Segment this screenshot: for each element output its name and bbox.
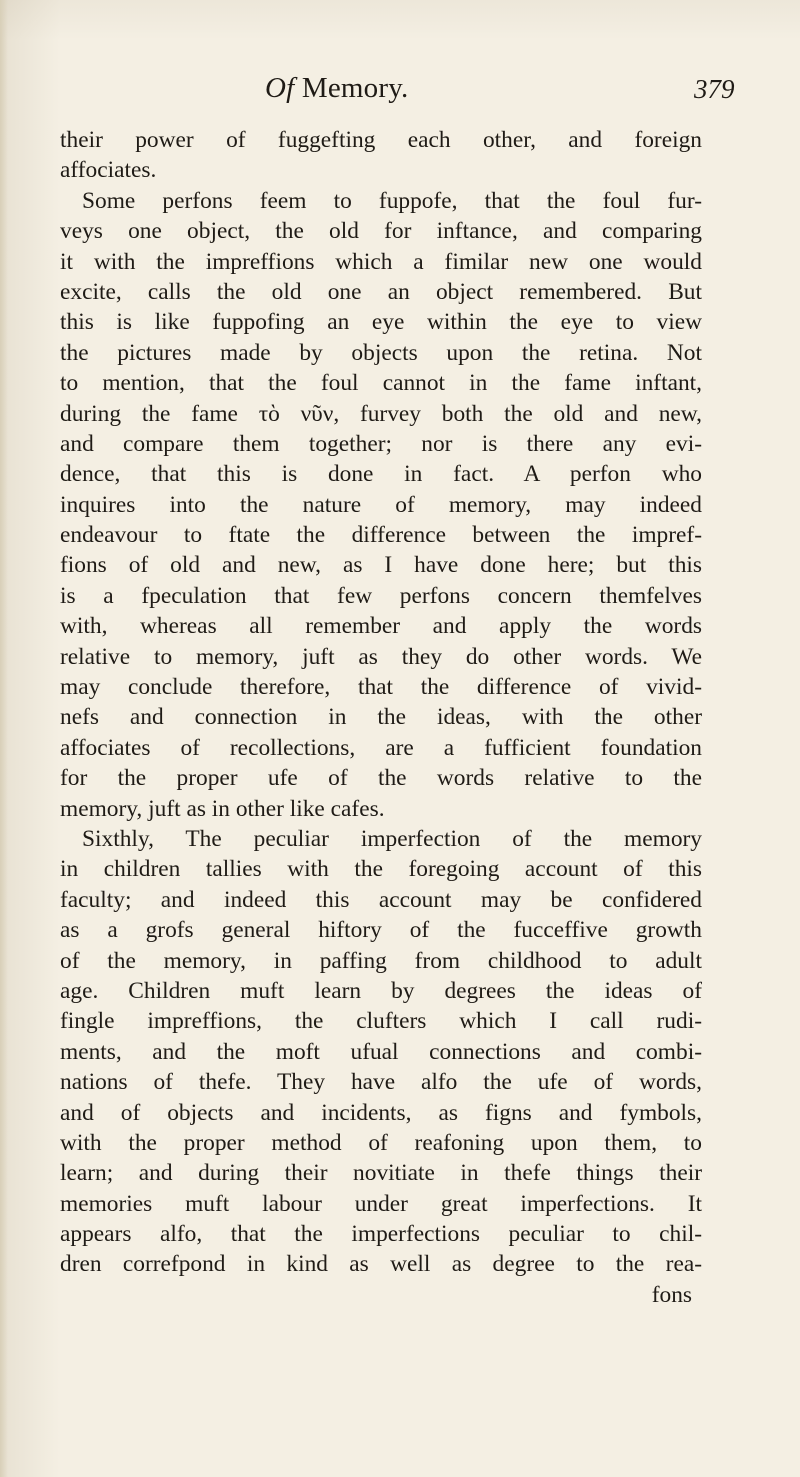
text-line: memories muft labour under great imperfections. It xyxy=(60,1190,702,1217)
text-line: endeavour to ftate the difference between the impref- xyxy=(60,522,702,549)
text-line: veys one object, the old for inftance, and comparing xyxy=(60,218,702,245)
running-title-italic: Of xyxy=(265,72,295,104)
text-line: memory, juft as in other like cafes. xyxy=(60,795,385,822)
text-line: and of objects and incidents, as figns and fymbols, xyxy=(60,1099,702,1126)
running-head xyxy=(0,72,800,112)
text-line: relative to memory, juft as they do other words. We xyxy=(60,643,702,670)
text-line: this is like fuppofing an eye within the eye to view xyxy=(60,309,702,336)
text-line: in children tallies with the foregoing account of this xyxy=(60,856,702,883)
text-line: dence, that this is done in fact. A perfon who xyxy=(60,461,702,488)
text-line: of the memory, in paffing from childhood to adult xyxy=(60,947,702,974)
catchword: fons xyxy=(651,1281,692,1308)
text-line: affociates. xyxy=(60,157,157,184)
text-line: the pictures made by objects upon the retina. Not xyxy=(60,339,702,366)
body-text xyxy=(60,125,702,1310)
running-title xyxy=(265,72,409,105)
text-line: ments, and the moft ufual connections and combi- xyxy=(60,1038,702,1065)
text-line: during the fame τὸ νῦν, furvey both the old and new, xyxy=(60,400,702,427)
text-line: their power of fuggefting each other, and foreign xyxy=(60,127,702,153)
text-line: may conclude therefore, that the difference of vivid- xyxy=(60,674,702,701)
text-line: it with the impreffions which a fimilar new one would xyxy=(60,248,702,275)
text-line: as a grofs general hiftory of the fucceffive growth xyxy=(60,917,702,944)
text-line: to mention, that the foul cannot in the fame inftant, xyxy=(60,370,702,397)
page-gutter-shadow xyxy=(0,0,8,1477)
text-line: dren correfpond in kind as well as degree to the rea- xyxy=(60,1251,702,1278)
text-line: is a fpeculation that few perfons concern themfelves xyxy=(60,582,702,609)
running-title-text: Memory. xyxy=(294,72,409,104)
text-line: Some perfons feem to fuppofe, that the foul fur- xyxy=(82,187,702,214)
text-line: age. Children muft learn by degrees the ideas of xyxy=(60,977,702,1004)
text-line: with, whereas all remember and apply the words xyxy=(60,613,702,640)
text-line: nefs and connection in the ideas, with the other xyxy=(60,704,702,731)
page-number: 379 xyxy=(694,74,735,104)
text-line: fingle impreffions, the clufters which I call rudi- xyxy=(60,1008,702,1035)
text-line: excite, calls the old one an object remembered. But xyxy=(60,278,702,305)
text-line: inquires into the nature of memory, may indeed xyxy=(60,491,702,518)
text-line: nations of thefe. They have alfo the ufe of words, xyxy=(60,1069,702,1096)
text-line: and compare them together; nor is there any evi- xyxy=(60,430,702,457)
text-line: with the proper method of reafoning upon them, to xyxy=(60,1129,702,1156)
text-line: fions of old and new, as I have done here; but this xyxy=(60,552,702,579)
text-line: for the proper ufe of the words relative to the xyxy=(60,765,702,792)
text-line: appears alfo, that the imperfections peculiar to chil- xyxy=(60,1221,702,1248)
text-line: faculty; and indeed this account may be confidered xyxy=(60,886,702,913)
text-line: Sixthly, The peculiar imperfection of the memory xyxy=(82,825,702,852)
text-line: learn; and during their novitiate in thefe things their xyxy=(60,1160,702,1187)
text-line: affociates of recollections, are a fufficient foundation xyxy=(60,734,702,761)
